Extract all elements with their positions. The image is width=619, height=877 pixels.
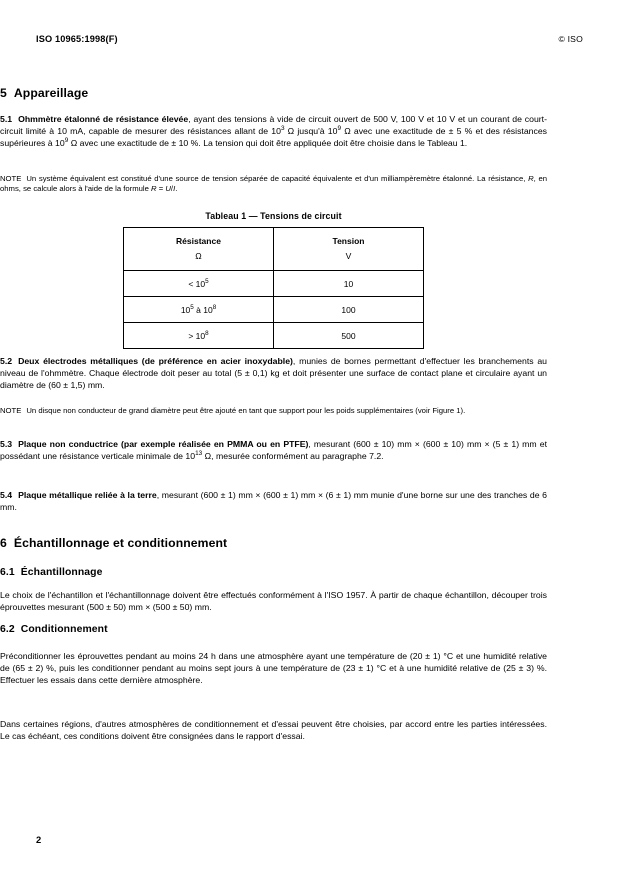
- subclause-5-3-paragraph: [0, 438, 547, 462]
- subclause-6-1-title: Échantillonnage: [20, 567, 103, 578]
- subclause-5-1-exp-3: 9: [64, 137, 69, 145]
- cell-resistance-exponent-2: 8: [212, 303, 217, 311]
- subclause-5-4-paragraph: [0, 489, 547, 513]
- subclause-5-1-paragraph: [0, 113, 547, 150]
- column-header-resistance: [124, 228, 274, 271]
- subclause-5-3-text-2: Ω, mesurée conformément au paragraphe 7.2.: [202, 451, 384, 462]
- subclause-6-2-heading: [0, 624, 547, 635]
- note-non-conductive-disc: [0, 406, 547, 416]
- subclause-5-2-lead: Deux électrodes métalliques (de préférence en acier inoxydable): [18, 356, 293, 366]
- subclause-6-1-heading: [0, 567, 547, 578]
- formula-symbol-u: U: [165, 184, 171, 194]
- formula-equals: =: [156, 184, 166, 194]
- subclause-5-2-number: 5.2: [0, 356, 13, 366]
- cell-resistance: [124, 297, 274, 323]
- clause-5-title: Appareillage: [13, 86, 89, 100]
- subclause-6-2-title: Conditionnement: [20, 624, 108, 635]
- subclause-5-4-text: , mesurant (600 ± 1) mm × (600 ± 1) mm × (6 ± 1) mm munie d'une borne sur une des tranches de 6 mm.: [0, 490, 547, 513]
- column-header-resistance-label: Résistance: [176, 236, 221, 246]
- note-1-text-5: .: [175, 184, 178, 194]
- column-header-resistance-unit: Ω: [195, 251, 202, 261]
- clause-6-title: Échantillonnage et conditionnement: [13, 536, 228, 550]
- table-row: [124, 271, 424, 297]
- cell-resistance-prefix: 10: [180, 304, 191, 315]
- clause-6-heading: [0, 536, 547, 550]
- subclause-6-2-paragraph-2: Dans certaines régions, d'autres atmosphères de conditionnement et d'essai peuvent être choisies, par accord entre les parties intéressées. Le cas échéant, ces conditions doivent être consignées dans le rapport d'essai.: [0, 719, 547, 742]
- subclause-5-1-text-2: Ω jusqu'à 10: [284, 126, 338, 137]
- table-row: [124, 323, 424, 349]
- table-1-tensions-de-circuit: [123, 227, 424, 349]
- clause-5-heading: [0, 86, 547, 100]
- subclause-5-1-text-1: , ayant des tensions à vide de circuit ouvert de 500 V, 100 V et 10 V et un courant de court-circuit limité à 10 mA, capable de mesurer des résistances allant de 10: [0, 114, 547, 137]
- note-1-symbol-r: R: [528, 174, 534, 183]
- subclause-5-4-lead: Plaque métallique reliée à la terre: [18, 490, 157, 500]
- subclause-6-1-number: 6.1: [0, 567, 15, 578]
- formula-symbol-r: R: [151, 184, 157, 194]
- subclause-5-1-number: 5.1: [0, 114, 13, 124]
- cell-tension: 100: [274, 297, 424, 323]
- subclause-5-1-text-3: Ω avec une exactitude de ± 5 % et des résistances supérieures à 10: [0, 126, 548, 149]
- subclause-5-3-lead: Plaque non conductrice (par exemple réalisée en PMMA ou en PTFE): [18, 439, 309, 449]
- cell-resistance: [124, 271, 274, 297]
- column-header-tension: [274, 228, 424, 271]
- formula-divide: /: [170, 184, 174, 194]
- table-1-caption: Tableau 1 — Tensions de circuit: [205, 211, 342, 221]
- column-header-tension-label: Tension: [332, 236, 365, 246]
- table-row: [124, 297, 424, 323]
- cell-tension: 500: [274, 323, 424, 349]
- subclause-5-2-paragraph: [0, 355, 547, 392]
- subclause-5-1-exp-1: 3: [280, 125, 285, 133]
- table-header-row: [124, 228, 424, 271]
- note-equivalent-system: [0, 174, 547, 195]
- formula-symbol-i: I: [173, 184, 176, 194]
- subclause-6-2-paragraph-1: Préconditionner les éprouvettes pendant au moins 24 h dans une atmosphère ayant une température de (20 ± 1) °C et une humidité relative de (65 ± 2) %, puis les conditionner pendant au moins sept jours à une température de (23 ± 1) °C et à une humidité relative de (25 ± 3) %. Effectuer les essais dans cette dernière atmosphère.: [0, 651, 547, 686]
- cell-resistance-exponent: 8: [205, 329, 209, 337]
- subclause-5-3-number: 5.3: [0, 439, 13, 449]
- cell-resistance-prefix: > 10: [188, 330, 206, 341]
- subclause-5-2-text: , munies de bornes permettant d'effectuer les branchements au niveau de l'ohmmètre. Chaque électrode doit peser au total (5 ± 0,1) kg et doit présenter une surface de contact plane et circulaire ayant un diamètre de (60 ± 1,5) mm.: [0, 356, 547, 391]
- subclause-5-1-lead: Ohmmètre étalonné de résistance élevée: [18, 114, 189, 124]
- column-header-tension-unit: V: [345, 251, 352, 261]
- page-header: [36, 34, 583, 50]
- clause-5-number: 5: [0, 86, 7, 100]
- clause-6-number: 6: [0, 536, 7, 550]
- table-1-block: [0, 211, 547, 349]
- note-1-text-1: Un système équivalent est constitué d'une source de tension séparée de capacité équivalente et d'un milliampèremètre étalonné. La résistance,: [26, 174, 529, 183]
- page-number: 2: [36, 834, 42, 845]
- cell-resistance-exponent: 5: [190, 303, 194, 311]
- note-label: NOTE: [0, 174, 22, 183]
- note-2-text: Un disque non conducteur de grand diamètre peut être ajouté en tant que support pour les poids supplémentaires (voir Figure 1).: [26, 406, 466, 415]
- standard-reference: ISO 10965:1998(F): [36, 34, 118, 44]
- subclause-5-4-number: 5.4: [0, 490, 13, 500]
- subclause-5-3-text-1: , mesurant (600 ± 10) mm × (600 ± 10) mm × (5 ± 1) mm et possédant une résistance verticale minimale de 10: [0, 439, 547, 462]
- subclause-5-1-exp-2: 9: [337, 125, 342, 133]
- subclause-6-1-paragraph: Le choix de l'échantillon et l'échantillonnage doivent être effectués conformément à l'ISO 1957. À partir de chaque échantillon, découper trois éprouvettes mesurant (500 ± 50) mm × (500 ± 50) mm.: [0, 590, 547, 613]
- subclause-5-3-exponent: 13: [195, 450, 203, 458]
- note-1-text-2: , en ohms, se calcule alors à l'aide de la formule: [0, 174, 547, 194]
- subclause-6-2-number: 6.2: [0, 624, 15, 635]
- cell-resistance-mid: à 10: [193, 304, 213, 315]
- cell-resistance-prefix: < 10: [188, 278, 206, 289]
- subclause-5-1-text-4: Ω avec une exactitude de ± 10 %. La tension qui doit être appliquée doit être choisie dans le Tableau 1.: [68, 138, 468, 149]
- cell-tension: 10: [274, 271, 424, 297]
- cell-resistance-exponent: 5: [205, 277, 209, 285]
- cell-resistance: [124, 323, 274, 349]
- copyright-notice: © ISO: [558, 34, 583, 44]
- note-label: NOTE: [0, 406, 22, 415]
